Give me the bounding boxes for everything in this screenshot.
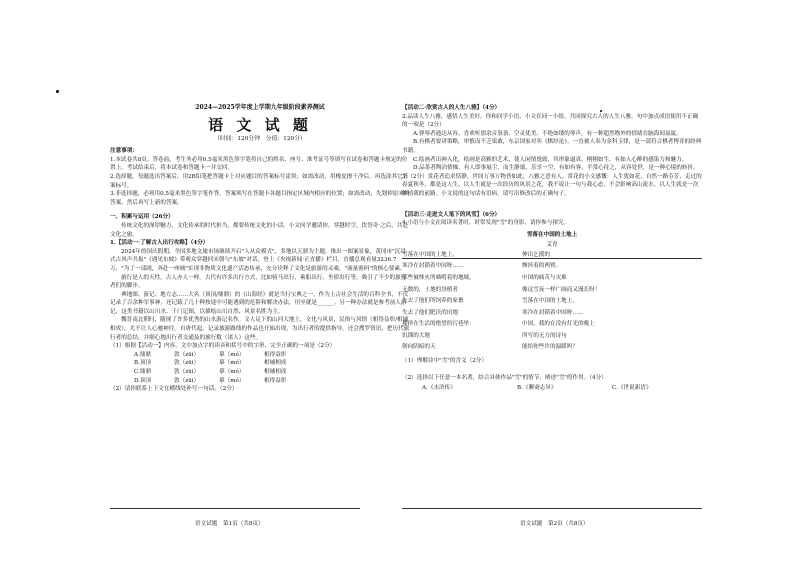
section-intro: 传统文化的深厚魅力，文化传承的时代担当，都要传统文化的小话。小文同学邀请你，穿越时空，饮誉奇·之后，共赴文化之旅。 <box>110 222 409 238</box>
poem-line: 伸出乞援的 <box>522 251 550 258</box>
poem-line: 雪落在中国的土地上， <box>522 298 578 305</box>
question-4-2: （2）选择以下任意一本名著，结合具体作品"雪"的情节，阐述"雪"的作用。（4分） <box>402 374 607 381</box>
page-footer-left: 语文试题 第1页（共8页） <box>195 521 264 527</box>
poem-line: 那些被烽火所啮啃着的地域， <box>402 274 475 281</box>
passage-para-1: 2024年的国庆假期，全国多地文旅市场继续开启"人从众模式"，多地以五鼎为主题，推出一图案景象，黄冈市"沉浸式古风声共振"《遇见东坡》带观众穿越回宋朝与"东坡"对话，登上《央视新闻·正直播》栏目，直播总观看量3236.7万，"为了一部剧，奔赴一座城"实现非物质文化遗产活态传承，充分诠释了文化是旅游的灵魂，"流量密码"的核心要素。 <box>110 248 406 272</box>
poem-body <box>402 250 702 354</box>
footer-rule-right <box>402 508 702 509</box>
poem-line: 像这雪夜一样广阔而又漫长呀！ <box>522 286 601 293</box>
q1-option-a: A.鼎鼎 敦（zūi） 摹（mó） 相得益彰 <box>134 351 287 358</box>
question-2: （2）请你联系上下文在横线处补写一句话。（2分） <box>110 386 238 393</box>
poem-line: 寒冷在封锁着中国呀…… <box>522 309 584 316</box>
poem-line: 所写的无力的诗句 <box>522 332 567 339</box>
notice-1: 1.本试卷共8页。答卷前，考生务必用0.5毫米黑色签字笔将自己的姓名、座号、准考证号等填写在试卷和答题卡规定的位置上。考试结束后，将本试卷和答题卡一并交回。 <box>110 156 408 172</box>
passage-para-3: 典地图、游记、地方志……大名（顶顶/鼎鼎）的《山海经》就是当行宝典之一，作为上古社会生活的百科全书，不仅记录了百余种军事神，还记载了几十种按途中可能遇到的危险和解决办法，用至就是______。另一种办法就是参考前人游记，这类书籍以山川水、千门记图，以描绘山川自然、风景名胜为主。 <box>110 291 409 315</box>
scan-speck <box>56 90 59 93</box>
poem-line: 雪落在中国的土地上， <box>402 251 458 258</box>
activity-three-heading: 【活动三·走进文人笔下的风雪】（6分） <box>402 211 501 218</box>
q4-options <box>402 384 702 393</box>
poem-line: 寒冷在封锁着中国呀…… <box>402 263 464 270</box>
q4-option-b: B.《聊斋志异》 <box>517 385 557 392</box>
poem-line: 失去了他们肥沃的田地 <box>402 309 458 316</box>
poem-line: 朝向阴暗的天 <box>402 344 436 351</box>
question-4-1: （1）理解诗中"雪"的含义（2分） <box>402 358 487 365</box>
section-rule-right <box>402 258 702 259</box>
right-page <box>402 104 702 393</box>
poem-line: 中国，我的在没有灯光的晚上 <box>522 321 595 328</box>
notice-2: 2.选择题，每题选出答案后，用2B铅笔把答题卡上对应题目的答案标号涂黑；如需改动，用橡皮擦干净后，再选涂其它答案标号。 <box>110 173 409 189</box>
question-3: 3.（2分）赏花者追求恬静，世间万事万物皆如此，八雅之意有人。赏花的小文感慨：人生犹如花，自然一路芬芳，走过的春夏秋冬，都是这人生，以人生就是一次经历的风景之花，我不说让一句与我心态，不会影响高山流水。以人生就是一次种植我的前路。小文说的这句话有语病，请写出修改后的正确句子。 <box>402 173 702 197</box>
poem-line: 失去了他们所饲养的家畜 <box>402 298 464 305</box>
notice-title: 注意事项： <box>110 148 138 155</box>
left-page <box>110 104 410 394</box>
poem-line: 中国的痛苦与灾难 <box>522 274 567 281</box>
subject-title: 语 文 试 题 <box>208 115 312 134</box>
q1-option-b: B.顶顶 敦（zūi） 摹（mó） 相辅相成 <box>134 360 287 367</box>
notice-3: 3.非选择题，必须用0.5毫米黑色签字笔作答，答案须写在答题卡各题目指定区域内相应的位置；如需改动，先划掉原来的答案，然后再写上新的答案。 <box>110 191 410 206</box>
page-footer-right: 语文试题 第2页（共8页） <box>520 521 589 527</box>
question-1: （1）根据【活动一】内容，文中加点字的读音和括号中的字形，完全正确的一项是（2分） <box>110 343 336 350</box>
activity-one-heading: 1.【活动一·了解古人出行攻略】（4分） <box>110 240 209 247</box>
time-score: （时间：120分钟 分值：120分） <box>214 135 306 142</box>
poem-line: 饥馑的大地 <box>402 332 430 339</box>
scan-speck <box>600 110 602 112</box>
q4-option-c: C.《世说新语》 <box>612 385 652 392</box>
q2-option-c: C.绘画者出神入化，绘画是高雅的艺术，使人闲情逸致，其形象逼真，栩栩如生，有如人心醉的感染力和魅力。 <box>413 156 688 163</box>
activity-two-heading: 【活动二·欣赏古人的人生八雅】（4分） <box>402 105 501 111</box>
passage-para-4: 魏晋南北朝时，随现了许多优秀的山水游记名作。文人足下的山河大地上，文化与风景，民俗与风情（相得益彰/相辅相成），尤不让人心驰神往。自唐代起，记录旅游路线的作品也开始出现，为出行者的提供指导，还会搜罗资讯，把历代旅行者的总结，并细心地出行者交通及的旅行数（诸人）这些。 <box>110 317 410 341</box>
poem-line: 颤抖着的两臂。 <box>522 263 562 270</box>
q2-option-b: B.有棋者要讲策略，审慎而不乏果敢，东京国家对弈《棋经论》，一直被人奉为金科玉律，是一部符合棋者博弈的经典书籍。 <box>402 139 702 154</box>
question-2-intro: 2.品读人生八雅，感悟人生美好。你和同学小语、小文在同一小组，共同探究古人的人生八雅。句中加点成语使用不正确的一项是（2分） <box>402 113 699 129</box>
poem-line: 无数的，土地的垦植者 <box>402 286 458 293</box>
poem-line: 能给你些许的温暖吗？ <box>522 344 578 351</box>
poem-author: 艾青 <box>546 241 558 248</box>
footer-rule-left <box>110 508 360 509</box>
poem-line: 拥挤在生活的绝望的污巷里： <box>402 321 475 328</box>
q2-option-d: D.品茶者陶冶情操，有人即事展尘，而生静谧，乐享一空，有如有客，平常心待之，从容处世，是一种心境的转折。 <box>413 165 699 172</box>
q4-option-a: A.《水浒传》 <box>422 385 456 392</box>
q1-option-c: C.鼎鼎 敦（zūi） 摹（mó） 相辅相成 <box>134 369 287 376</box>
q2-option-a: A.弹琴者通达从容，喜欢听那余音袅袅、空灵优美、不绝如缕的琴声，有一种超然物外的情绪在脑海间氤氲。 <box>413 130 682 137</box>
passage-para-2: 旅行是人的天性，古人亦人一样。古代有许多出行方式，比如骑马出行、乘船出行、坐轿出行等，吸引了不少的旅行者们的脚步。 <box>110 274 407 290</box>
exam-header: 2024—2025学年度上学期九年级阶段素养测试 <box>195 104 325 111</box>
question-4: 4.小语与小文在阅读名著时，时常发现"雪"的身影，请你参与探究。 <box>402 220 570 227</box>
section-one-heading: 一、积累与运用（26分） <box>110 214 174 221</box>
poem-title: 雪落在中国的土地上 <box>526 231 578 238</box>
q1-option-d: D.顶顶 敦（zūi） 摹（mó） 相得益彰 <box>134 377 287 384</box>
